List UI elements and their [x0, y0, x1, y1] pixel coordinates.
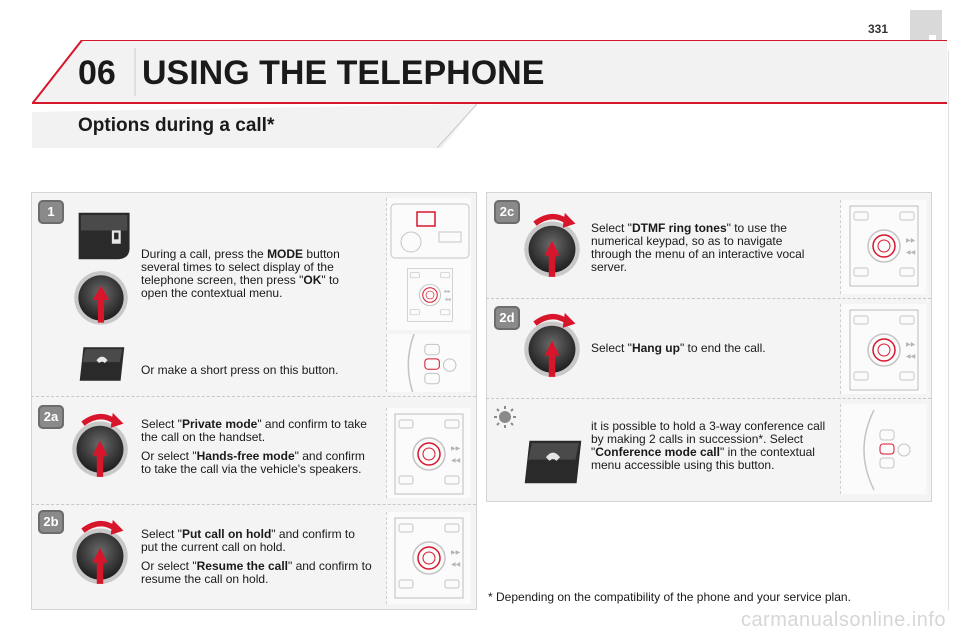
page-number: 331 [868, 22, 889, 36]
console-illustration [840, 304, 927, 394]
dial-turn-icon [520, 306, 584, 386]
divider [31, 396, 476, 397]
hang-up-label: Hang up [631, 341, 680, 355]
mode-button-icon [72, 210, 134, 262]
dial-push-icon [70, 265, 132, 337]
ok-label: OK [303, 273, 322, 287]
dial-turn-icon [68, 515, 132, 591]
watermark: carmanualsonline.info [740, 609, 946, 631]
divider [486, 298, 931, 299]
step-1-text: During a call, press the MODE button several times to select display of the telephone screen, then press "OK" to open the contextual menu. [141, 247, 340, 300]
console-illustration [386, 198, 471, 330]
step-badge-2a: 2a [38, 405, 64, 429]
divider [31, 504, 476, 505]
put-call-on-hold-label: Put call on hold [181, 527, 272, 541]
step-badge-2d: 2d [494, 306, 520, 330]
console-illustration [386, 512, 471, 604]
divider [486, 398, 931, 399]
phone-button-icon [520, 436, 586, 488]
step-2a-text: Select "Private mode" and confirm to take the call on the handset. Or select "Hands-free mode" and confirm to take the call via the vehicle's speakers. [141, 417, 367, 476]
tip-sun-icon [494, 406, 516, 428]
dtmf-ring-tones-label: DTMF ring tones [631, 221, 727, 235]
step-2c-text: Select "DTMF ring tones" to use the numerical keypad, so as to navigate through the menu of an interactive vocal server. [591, 221, 805, 274]
private-mode-label: Private mode [181, 417, 258, 431]
step-1-short-press: Or make a short press on this button. [141, 363, 339, 377]
hands-free-mode-label: Hands-free mode [196, 449, 295, 463]
page-title: USING THE TELEPHONE [142, 54, 545, 92]
step-badge-1: 1 [38, 200, 64, 224]
conference-mode-call-label: Conference mode call [595, 445, 720, 459]
resume-call-label: Resume the call [196, 559, 288, 573]
mode-label: MODE [267, 247, 304, 261]
step-badge-2c: 2c [494, 200, 520, 224]
chapter-number: 06 [78, 54, 116, 92]
console-illustration [840, 200, 927, 294]
steering-illustration [386, 334, 471, 392]
tip-text: it is possible to hold a 3-way conference call by making 2 calls in succession*. Select "Conference mode call" in the contextual menu accessible using this button. [591, 419, 826, 472]
steering-illustration [840, 404, 927, 494]
phone-button-icon [76, 342, 128, 386]
step-badge-2b: 2b [38, 510, 64, 534]
step-2b-text: Select "Put call on hold" and confirm to put the current call on hold. Or select "Resume the call" and confirm to resume the call on hold. [141, 527, 372, 586]
dial-turn-icon [68, 408, 132, 484]
footnote: * Depending on the compatibility of the phone and your service plan. [488, 590, 851, 604]
section-title: Options during a call* [78, 115, 275, 136]
step-2d-text: Select "Hang up" to end the call. [591, 341, 766, 355]
side-rule [948, 50, 949, 610]
console-illustration [386, 408, 471, 498]
dial-turn-icon [520, 206, 584, 286]
